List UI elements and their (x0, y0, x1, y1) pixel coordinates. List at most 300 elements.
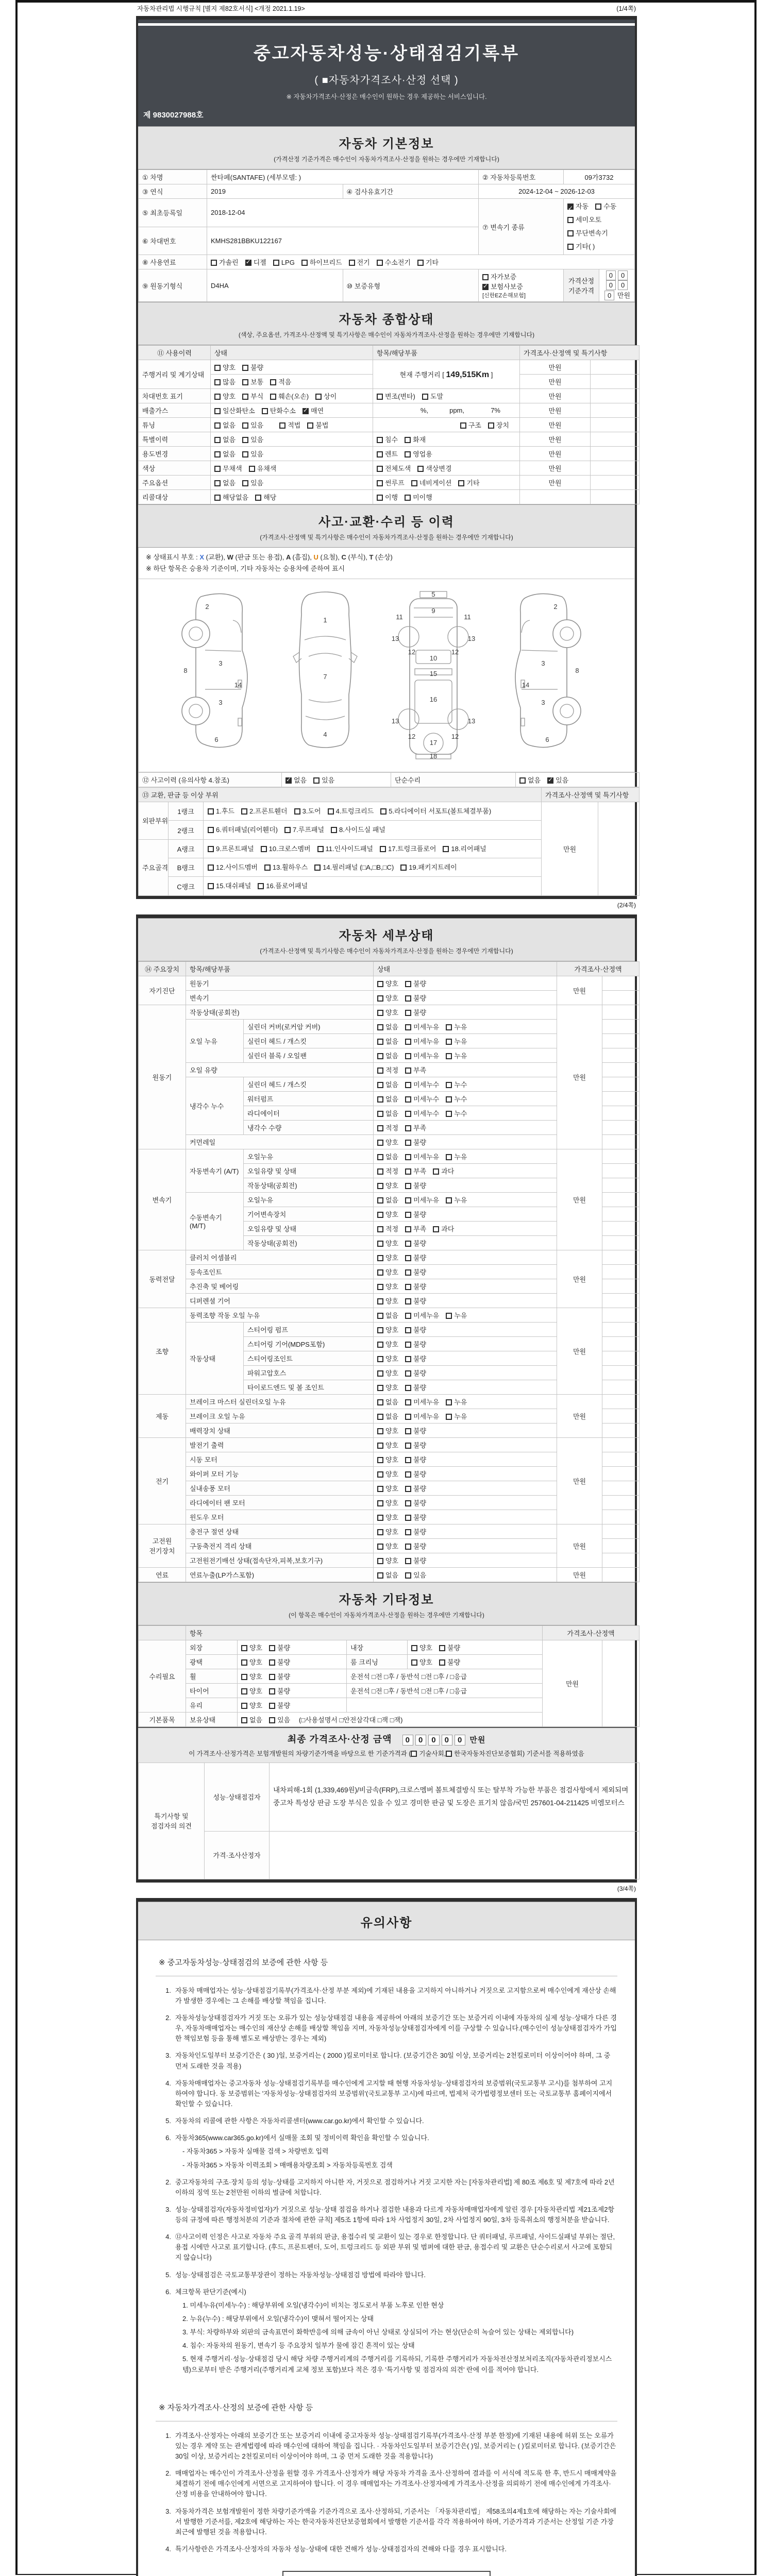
rank-item[interactable]: 5.라디에이터 서포트(볼트체결부품) (380, 804, 491, 818)
emission-state-0[interactable]: 일산화탄소 (214, 405, 255, 415)
checkbox[interactable] (377, 1558, 383, 1564)
checkbox[interactable] (405, 1370, 411, 1377)
special-history-state-1[interactable]: 있음 (242, 434, 263, 444)
checkbox[interactable] (433, 1226, 439, 1232)
detail-state-1[interactable]: 불량 (405, 978, 426, 988)
main-option-state-1[interactable]: 있음 (242, 478, 263, 487)
checkbox[interactable] (241, 1659, 247, 1666)
checkbox[interactable] (328, 808, 334, 815)
checkbox[interactable] (315, 394, 322, 400)
tuning-law-0[interactable]: 적법 (279, 420, 300, 430)
rank-item[interactable]: 14.필러패널 (□A,□B,□C) (314, 860, 394, 874)
detail-state-1[interactable]: 미세누유 (405, 1022, 439, 1031)
detail-state-0[interactable]: 적정 (377, 1224, 398, 1233)
detail-state-0[interactable]: 양호 (377, 993, 398, 1003)
checkbox[interactable] (405, 1154, 411, 1160)
detail-state-0[interactable]: 양호 (377, 1527, 398, 1536)
vin-mark-state-0[interactable]: 양호 (214, 391, 236, 401)
vin-mark-item-0[interactable]: 변조(변타) (377, 391, 415, 401)
checkbox[interactable] (269, 1688, 275, 1694)
main-option-item-2[interactable]: 기타 (458, 478, 479, 487)
checkbox[interactable] (443, 846, 449, 852)
fuel-option-1[interactable]: ✓ 디젤 (245, 257, 266, 267)
mileage-amount-0[interactable]: 많음 (214, 377, 236, 386)
checkbox[interactable] (405, 1168, 411, 1175)
checkbox[interactable] (405, 981, 411, 987)
detail-state-1[interactable]: 불량 (405, 1238, 426, 1248)
checkbox[interactable] (279, 422, 285, 429)
checkbox[interactable] (377, 1154, 383, 1160)
transmission-option-0[interactable]: ✓자동 (567, 200, 589, 213)
checkbox[interactable] (377, 1010, 383, 1016)
detail-state-1[interactable]: 불량 (405, 1368, 426, 1378)
detail-state-0[interactable]: 양호 (377, 1238, 398, 1248)
checkbox[interactable] (377, 1342, 383, 1348)
checkbox[interactable] (242, 437, 248, 443)
checkbox[interactable] (433, 1168, 439, 1175)
fuel-option-4[interactable]: 전기 (349, 257, 370, 267)
checkbox[interactable] (405, 1183, 411, 1189)
usage-change-state-0[interactable]: 없음 (214, 449, 236, 459)
detail-state-0[interactable]: 없음 (377, 1411, 398, 1421)
checkbox[interactable] (405, 1082, 411, 1088)
checkbox[interactable] (405, 1053, 411, 1059)
misc-opt-룸 크리닝-1[interactable]: 불량 (439, 1657, 460, 1667)
rank-item[interactable]: 18.리어패널 (443, 842, 486, 856)
checkbox[interactable] (211, 260, 217, 266)
detail-state-0[interactable]: 적정 (377, 1065, 398, 1075)
checkbox[interactable] (405, 1125, 411, 1131)
detail-state-1[interactable]: 미세누유 (405, 1151, 439, 1161)
checkbox[interactable] (314, 865, 321, 871)
misc-opt-유리-1[interactable]: 불량 (269, 1700, 290, 1710)
checkbox[interactable] (405, 1039, 411, 1045)
detail-state-0[interactable]: 양호 (377, 1137, 398, 1147)
checkbox[interactable] (567, 244, 574, 250)
checkbox[interactable] (269, 1645, 275, 1651)
rank-item[interactable]: 6.쿼터패널(리어휀더) (208, 823, 278, 837)
checkbox[interactable] (214, 480, 221, 486)
checkbox[interactable] (377, 394, 383, 400)
checkbox[interactable] (446, 1039, 452, 1045)
detail-state-1[interactable]: 불량 (405, 1339, 426, 1349)
detail-state-0[interactable]: 없음 (377, 1050, 398, 1060)
detail-state-1[interactable]: 불량 (405, 1469, 426, 1479)
checkbox[interactable] (411, 480, 417, 486)
detail-state-0[interactable]: 양호 (377, 1252, 398, 1262)
detail-state-0[interactable]: 양호 (377, 1209, 398, 1219)
checkbox[interactable] (242, 379, 248, 385)
checkbox[interactable] (249, 466, 255, 472)
checkbox[interactable] (377, 1486, 383, 1492)
checkbox[interactable] (214, 408, 221, 414)
detail-state-1[interactable]: 부족 (405, 1123, 426, 1132)
rank-item[interactable]: 17.트렁크플로어 (380, 842, 436, 856)
checkbox[interactable] (377, 1168, 383, 1175)
detail-state-0[interactable]: 적정 (377, 1123, 398, 1132)
detail-state-0[interactable]: 없음 (377, 1397, 398, 1406)
mileage-amount-1[interactable]: 보통 (242, 377, 263, 386)
checkbox[interactable] (255, 495, 261, 501)
checkbox[interactable] (377, 1356, 383, 1362)
simple-repair-opt-0[interactable]: 없음 (519, 775, 541, 785)
rank-item[interactable]: 11.인사이드패널 (317, 842, 373, 856)
checkbox[interactable] (214, 422, 221, 429)
checkbox[interactable] (446, 1082, 452, 1088)
checkbox[interactable] (380, 846, 386, 852)
checkbox[interactable] (405, 1284, 411, 1290)
main-option-state-0[interactable]: 없음 (214, 478, 236, 487)
rank-item[interactable]: 13.휠하우스 (264, 860, 308, 874)
checkbox[interactable] (208, 846, 214, 852)
checkbox[interactable] (242, 480, 248, 486)
detail-state-0[interactable]: 없음 (377, 1310, 398, 1320)
checkbox[interactable] (242, 365, 248, 371)
checkbox[interactable] (377, 1313, 383, 1319)
recall-state-0[interactable]: 해당없음 (214, 492, 248, 502)
checkbox[interactable] (377, 1457, 383, 1463)
checkbox[interactable] (317, 846, 324, 852)
fuel-option-0[interactable]: 가솔린 (211, 257, 239, 267)
vin-mark-item-1[interactable]: 도말 (422, 391, 443, 401)
checkbox[interactable] (405, 1255, 411, 1261)
checkbox[interactable] (377, 1515, 383, 1521)
checkbox[interactable] (377, 1500, 383, 1506)
rank-item[interactable]: 4.트렁크리드 (328, 804, 374, 818)
detail-state-0[interactable]: 없음 (377, 1151, 398, 1161)
checkbox[interactable] (377, 1544, 383, 1550)
tuning-opt-0[interactable]: 없음 (214, 420, 236, 430)
checkbox[interactable] (242, 451, 248, 457)
detail-state-0[interactable]: 양호 (377, 1541, 398, 1551)
misc-opt-내장-1[interactable]: 불량 (439, 1642, 460, 1652)
detail-state-1[interactable]: 미세누유 (405, 1310, 439, 1320)
detail-state-1[interactable]: 불량 (405, 1454, 426, 1464)
tuning-opt-1[interactable]: 있음 (242, 420, 263, 430)
checkbox[interactable] (214, 451, 221, 457)
checkbox[interactable] (377, 1183, 383, 1189)
checkbox[interactable] (377, 981, 383, 987)
checkbox[interactable] (405, 1428, 411, 1434)
special-history-item-1[interactable]: 화재 (405, 434, 426, 444)
checkbox[interactable] (482, 274, 489, 280)
checkbox[interactable] (377, 480, 383, 486)
checkbox[interactable] (458, 480, 464, 486)
checkbox[interactable] (547, 777, 553, 784)
checkbox[interactable] (377, 1125, 383, 1131)
checkbox[interactable] (417, 466, 424, 472)
detail-state-0[interactable]: 양호 (377, 1426, 398, 1435)
detail-state-1[interactable]: 미세누유 (405, 1397, 439, 1406)
vin-mark-state-3[interactable]: 상이 (315, 391, 337, 401)
detail-state-2[interactable]: 누유 (446, 1397, 467, 1406)
checkbox[interactable] (405, 1298, 411, 1304)
checkbox[interactable] (208, 827, 214, 833)
detail-state-0[interactable]: 양호 (377, 1353, 398, 1363)
detail-state-0[interactable]: 없음 (377, 1108, 398, 1118)
checkbox[interactable] (446, 1414, 452, 1420)
rank-item[interactable]: 3.도어 (294, 804, 321, 818)
checkbox[interactable] (405, 1529, 411, 1535)
misc-opt-유리-0[interactable]: 양호 (241, 1700, 262, 1710)
color-state-0[interactable]: 무채색 (214, 463, 242, 473)
transmission-option-1[interactable]: 수동 (595, 200, 616, 213)
detail-state-0[interactable]: 없음 (377, 1094, 398, 1104)
detail-state-2[interactable]: 누수 (446, 1108, 467, 1118)
detail-state-1[interactable]: 불량 (405, 993, 426, 1003)
rank-item[interactable]: 15.대쉬패널 (208, 879, 251, 893)
warranty-option-0[interactable]: 자가보증 (482, 272, 516, 281)
checkbox[interactable] (377, 1140, 383, 1146)
detail-state-0[interactable]: 양호 (377, 1368, 398, 1378)
transmission-option-4[interactable]: 기타( ) (567, 240, 595, 253)
checkbox[interactable] (377, 260, 383, 266)
checkbox[interactable] (377, 1370, 383, 1377)
checkbox[interactable] (208, 883, 214, 889)
recall-item-1[interactable]: 미이행 (405, 492, 432, 502)
accident-history-opt-0[interactable]: ✓ 없음 (285, 775, 307, 785)
misc-opt-휠-0[interactable]: 양호 (241, 1671, 262, 1681)
checkbox[interactable] (208, 808, 214, 815)
fuel-option-5[interactable]: 수소전기 (377, 257, 411, 267)
detail-state-0[interactable]: 양호 (377, 1469, 398, 1479)
checkbox[interactable] (405, 995, 411, 1002)
checkbox[interactable] (377, 1197, 383, 1204)
checkbox[interactable] (242, 394, 248, 400)
checkbox[interactable] (405, 1356, 411, 1362)
fuel-option-3[interactable]: 하이브리드 (301, 257, 342, 267)
checkbox[interactable] (446, 1053, 452, 1059)
checkbox[interactable] (377, 451, 383, 457)
checkbox[interactable] (411, 1645, 417, 1651)
checkbox[interactable] (422, 394, 428, 400)
misc-opt-내장-0[interactable]: 양호 (411, 1642, 432, 1652)
checkbox[interactable] (446, 1154, 452, 1160)
checkbox[interactable] (377, 1529, 383, 1535)
rank-item[interactable]: 16.플로어패널 (258, 879, 308, 893)
detail-state-0[interactable]: 양호 (377, 1440, 398, 1450)
usage-change-item-1[interactable]: 영업용 (405, 449, 432, 459)
special-history-state-0[interactable]: 없음 (214, 434, 236, 444)
checkbox[interactable] (446, 1111, 452, 1117)
misc-opt-광택-0[interactable]: 양호 (241, 1657, 262, 1667)
checkbox[interactable] (377, 1212, 383, 1218)
detail-state-2[interactable]: 과다 (433, 1224, 454, 1233)
checkbox[interactable] (377, 1443, 383, 1449)
detail-state-1[interactable]: 불량 (405, 1353, 426, 1363)
checkbox[interactable] (405, 1414, 411, 1420)
detail-state-0[interactable]: 양호 (377, 978, 398, 988)
checkbox[interactable] (405, 1024, 411, 1030)
checkbox[interactable] (377, 1067, 383, 1074)
fuel-option-6[interactable]: 기타 (417, 257, 439, 267)
tuning-kind-0[interactable]: 구조 (460, 420, 481, 430)
detail-state-1[interactable]: 있음 (405, 1570, 426, 1580)
main-option-item-0[interactable]: 썬루프 (377, 478, 405, 487)
checkbox[interactable] (241, 1703, 247, 1709)
checkbox[interactable] (377, 1053, 383, 1059)
checkbox[interactable] (405, 1140, 411, 1146)
checkbox[interactable] (405, 1226, 411, 1232)
checkbox[interactable] (405, 1269, 411, 1276)
detail-state-0[interactable]: 양호 (377, 1483, 398, 1493)
checkbox[interactable] (284, 827, 291, 833)
detail-state-0[interactable]: 양호 (377, 1325, 398, 1334)
detail-state-0[interactable]: 양호 (377, 1180, 398, 1190)
misc-opt-룸 크리닝-0[interactable]: 양호 (411, 1657, 432, 1667)
color-state-1[interactable]: 유채색 (249, 463, 277, 473)
detail-state-1[interactable]: 불량 (405, 1512, 426, 1522)
detail-state-2[interactable]: 누유 (446, 1195, 467, 1205)
detail-state-0[interactable]: 없음 (377, 1022, 398, 1031)
checkbox[interactable] (405, 1197, 411, 1204)
checkbox[interactable] (377, 1269, 383, 1276)
checkbox[interactable] (377, 1385, 383, 1391)
checkbox[interactable] (411, 1659, 417, 1666)
checkbox[interactable] (262, 408, 268, 414)
checkbox[interactable] (377, 1414, 383, 1420)
emission-state-2[interactable]: ✓ 매연 (303, 405, 324, 415)
checkbox[interactable] (405, 1443, 411, 1449)
detail-state-1[interactable]: 미세누유 (405, 1195, 439, 1205)
fuel-option-2[interactable]: LPG (273, 259, 295, 266)
accident-history-opt-1[interactable]: 있음 (313, 775, 334, 785)
detail-state-0[interactable]: 없음 (377, 1195, 398, 1205)
rank-item[interactable]: 12.사이드멤버 (208, 860, 258, 874)
checkbox[interactable] (377, 495, 383, 501)
checkbox[interactable] (377, 1096, 383, 1103)
tuning-law-1[interactable]: 불법 (307, 420, 328, 430)
checkbox[interactable] (405, 1067, 411, 1074)
checkbox[interactable] (567, 230, 574, 236)
checkbox[interactable] (301, 260, 308, 266)
recall-state-1[interactable]: 해당 (255, 492, 276, 502)
detail-state-2[interactable]: 누유 (446, 1151, 467, 1161)
checkbox[interactable] (377, 1327, 383, 1333)
checkbox[interactable] (241, 808, 247, 815)
checkbox[interactable] (377, 1572, 383, 1579)
rank-item[interactable]: 8.사이드실 패널 (331, 823, 385, 837)
detail-state-0[interactable]: 양호 (377, 1454, 398, 1464)
checkbox[interactable] (214, 394, 221, 400)
detail-state-0[interactable]: 양호 (377, 1267, 398, 1277)
checkbox[interactable] (377, 1111, 383, 1117)
checkbox[interactable] (377, 1082, 383, 1088)
detail-state-1[interactable]: 불량 (405, 1137, 426, 1147)
checkbox[interactable] (405, 451, 411, 457)
checkbox[interactable] (405, 1327, 411, 1333)
checkbox[interactable] (307, 422, 313, 429)
detail-state-0[interactable]: 양호 (377, 1498, 398, 1507)
detail-state-1[interactable]: 부족 (405, 1224, 426, 1233)
checkbox[interactable] (460, 422, 466, 429)
detail-state-0[interactable]: 양호 (377, 1007, 398, 1017)
transmission-option-2[interactable]: 세미오토 (567, 213, 601, 227)
checkbox[interactable] (417, 260, 424, 266)
checkbox[interactable] (405, 1096, 411, 1103)
checkbox[interactable] (377, 437, 383, 443)
rank-item[interactable]: 10.크로스멤버 (261, 842, 311, 856)
checkbox[interactable] (446, 1313, 452, 1319)
detail-state-1[interactable]: 불량 (405, 1527, 426, 1536)
detail-state-1[interactable]: 불량 (405, 1498, 426, 1507)
detail-state-2[interactable]: 누유 (446, 1310, 467, 1320)
rank-item[interactable]: 9.프론트패널 (208, 842, 254, 856)
vin-mark-state-2[interactable]: 훼손(오손) (270, 391, 309, 401)
detail-state-2[interactable]: 누유 (446, 1036, 467, 1046)
rank-item[interactable]: 19.패키지트레이 (400, 860, 457, 874)
detail-state-0[interactable]: 없음 (377, 1036, 398, 1046)
main-option-item-1[interactable]: 네비게이션 (411, 478, 452, 487)
misc-opt-외장-0[interactable]: 양호 (241, 1642, 262, 1652)
checkbox[interactable] (405, 1572, 411, 1579)
detail-state-2[interactable]: 누유 (446, 1022, 467, 1031)
checkbox[interactable] (273, 260, 279, 266)
checkbox[interactable] (446, 1197, 452, 1204)
detail-state-1[interactable]: 불량 (405, 1426, 426, 1435)
detail-state-2[interactable]: 누유 (446, 1050, 467, 1060)
checkbox[interactable] (269, 1703, 275, 1709)
recall-item-0[interactable]: 이행 (377, 492, 398, 502)
detail-state-0[interactable]: 양호 (377, 1512, 398, 1522)
detail-state-1[interactable]: 불량 (405, 1180, 426, 1190)
checkbox[interactable] (567, 217, 574, 223)
checkbox[interactable] (214, 379, 221, 385)
usage-change-item-0[interactable]: 렌트 (377, 449, 398, 459)
mileage-state-1[interactable]: 불량 (242, 362, 263, 372)
detail-state-1[interactable]: 부족 (405, 1166, 426, 1176)
checkbox[interactable] (377, 1024, 383, 1030)
checkbox[interactable] (208, 865, 214, 871)
checkbox[interactable] (405, 1544, 411, 1550)
detail-state-1[interactable]: 불량 (405, 1440, 426, 1450)
checkbox[interactable] (439, 1645, 445, 1651)
checkbox[interactable] (349, 260, 355, 266)
checkbox[interactable] (258, 883, 264, 889)
misc-opt-외장-1[interactable]: 불량 (269, 1642, 290, 1652)
checkbox[interactable] (567, 204, 574, 210)
detail-state-1[interactable]: 불량 (405, 1252, 426, 1262)
checkbox[interactable] (405, 437, 411, 443)
color-item-0[interactable]: 전체도색 (377, 463, 411, 473)
misc-opt-타이어-1[interactable]: 불량 (269, 1686, 290, 1696)
checkbox[interactable] (377, 1284, 383, 1290)
checkbox[interactable] (269, 1674, 275, 1680)
detail-state-0[interactable]: 양호 (377, 1296, 398, 1306)
checkbox[interactable] (303, 408, 309, 414)
checkbox[interactable] (405, 1111, 411, 1117)
usage-change-state-1[interactable]: 있음 (242, 449, 263, 459)
detail-state-1[interactable]: 불량 (405, 1281, 426, 1291)
detail-state-1[interactable]: 불량 (405, 1382, 426, 1392)
misc-opt-타이어-0[interactable]: 양호 (241, 1686, 262, 1696)
checkbox[interactable] (405, 1313, 411, 1319)
detail-state-0[interactable]: 양호 (377, 1281, 398, 1291)
rank-item[interactable]: 1.후드 (208, 804, 234, 818)
checkbox[interactable] (241, 1645, 247, 1651)
checkbox[interactable] (405, 495, 411, 501)
checkbox[interactable] (405, 1010, 411, 1016)
checkbox[interactable] (405, 1241, 411, 1247)
detail-state-2[interactable]: 누수 (446, 1079, 467, 1089)
checkbox[interactable] (377, 1471, 383, 1478)
checkbox[interactable] (377, 1226, 383, 1232)
checkbox[interactable] (214, 495, 221, 501)
checkbox[interactable] (269, 1717, 275, 1723)
checkbox[interactable] (595, 204, 601, 210)
checkbox[interactable] (241, 1717, 247, 1723)
emission-state-1[interactable]: 탄화수소 (262, 405, 296, 415)
